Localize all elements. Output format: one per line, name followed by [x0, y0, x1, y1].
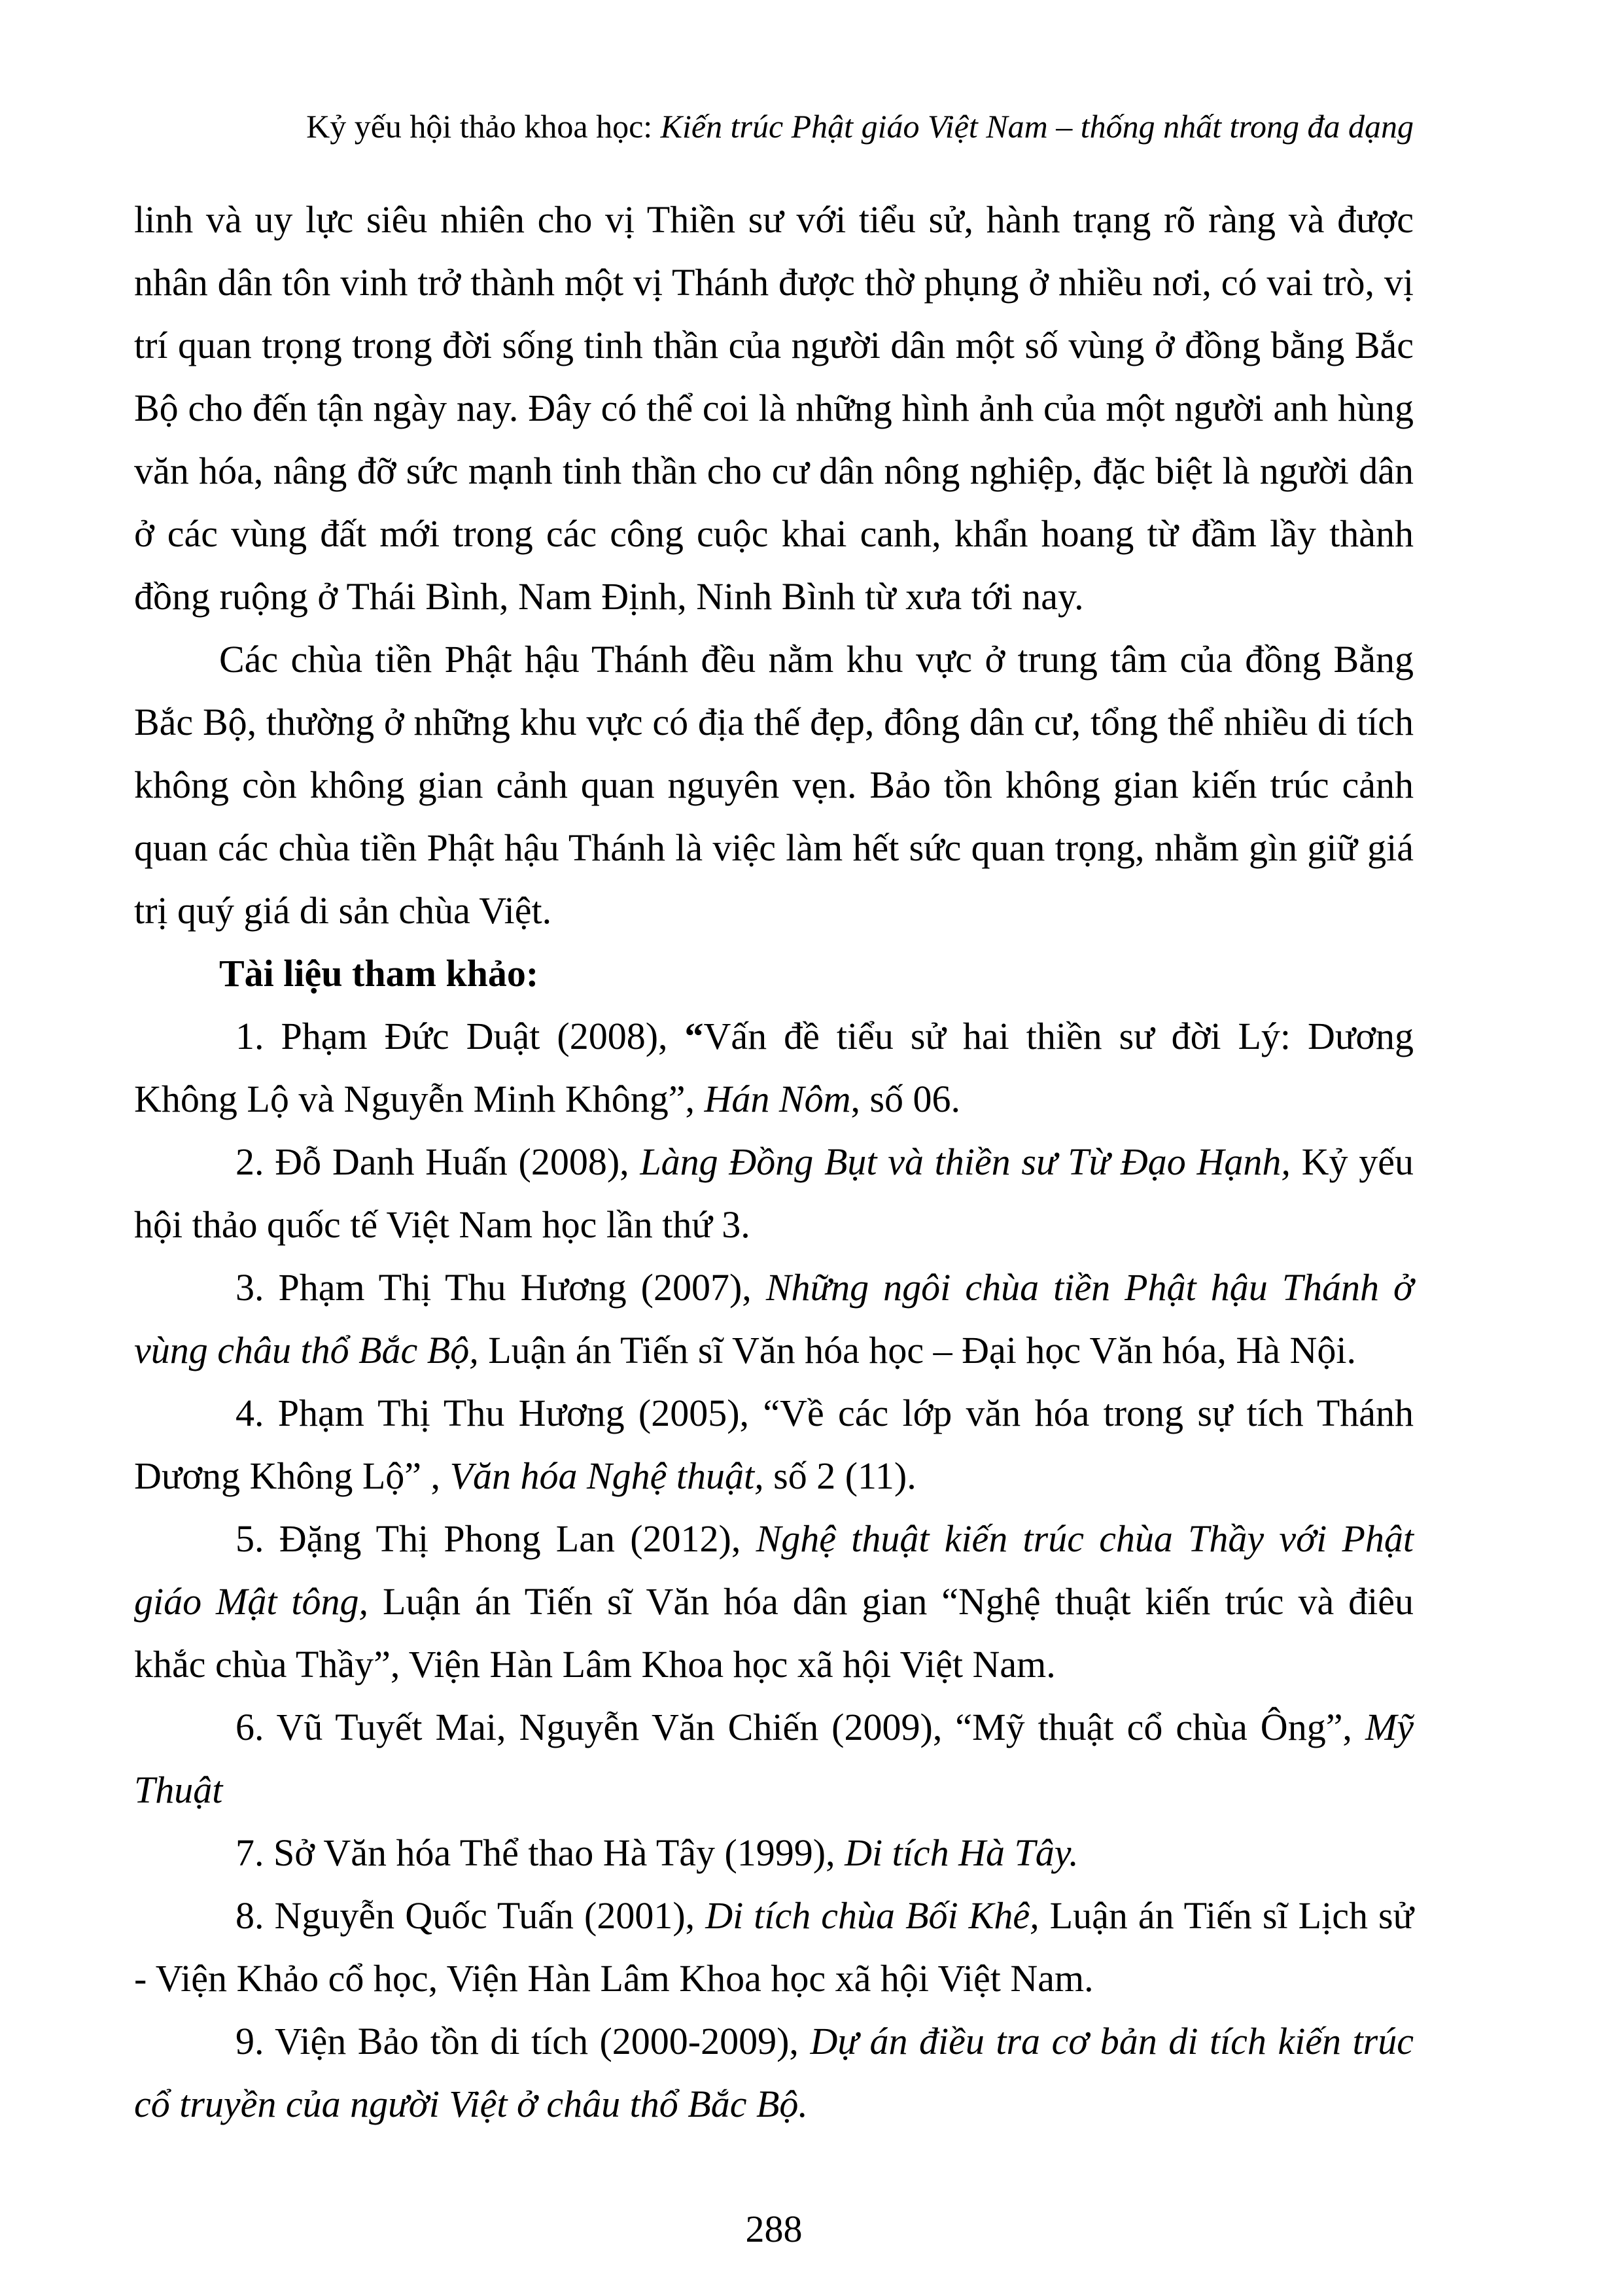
text-block [134, 0, 1414, 2261]
body-paragraph-2: Các chùa tiền Phật hậu Thánh đều nằm khu vực ở trung tâm của đồng Bằng Bắc Bộ, thường ở những khu vực có địa thế đẹp, đông dân cư, tổng thể nhiều di tích không còn không gian cảnh quan nguyên vẹn. Bảo tồn không gian kiến trúc cảnh quan các chùa tiền Phật hậu Thánh là việc làm hết sức quan trọng, nhằm gìn giữ giá trị quý giá di sản chùa Việt. [134, 638, 1414, 932]
page-content [134, 188, 1414, 2136]
reference-title-italic: Di tích chùa Bối Khê, [705, 1894, 1039, 1937]
body-paragraph-1: linh và uy lực siêu nhiên cho vị Thiền sư với tiểu sử, hành trạng rõ ràng và được nhân dân tôn vinh trở thành một vị Thánh được thờ phụng ở nhiều nơi, có vai trò, vị trí quan trọng trong đời sống tinh thần của người dân một số vùng ở đồng bằng Bắc Bộ cho đến tận ngày nay. Đây có thể coi là những hình ảnh của một người anh hùng văn hóa, nâng đỡ sức mạnh tinh thần cho cư dân nông nghiệp, đặc biệt là người dân ở các vùng đất mới trong các công cuộc khai canh, khẩn hoang từ đầm lầy thành đồng ruộng ở Thái Bình, Nam Định, Ninh Bình từ xưa tới nay. [134, 198, 1414, 618]
reference-item: 5. Đặng Thị Phong Lan (2012), Nghệ thuật kiến trúc chùa Thầy với Phật giáo Mật tông, Luận án Tiến sĩ Văn hóa dân gian “Nghệ thuật kiến trúc và điêu khắc chùa Thầy”, Viện Hàn Lâm Khoa học xã hội Việt Nam. [134, 1517, 1414, 1686]
reference-title-italic: Những ngôi chùa tiền Phật hậu Thánh ở vùng châu thổ Bắc Bộ, [134, 1266, 1414, 1371]
running-header-plain: Kỷ yếu hội thảo khoa học: [306, 108, 661, 145]
reference-title-italic: Di tích Hà Tây. [845, 1831, 1079, 1874]
reference-item: 8. Nguyễn Quốc Tuấn (2001), Di tích chùa Bối Khê, Luận án Tiến sĩ Lịch sử - Viện Khảo cổ học, Viện Hàn Lâm Khoa học xã hội Việt Nam. [134, 1894, 1414, 2000]
reference-item: 3. Phạm Thị Thu Hương (2007), Những ngôi chùa tiền Phật hậu Thánh ở vùng châu thổ Bắc Bộ, Luận án Tiến sĩ Văn hóa học – Đại học Văn hóa, Hà Nội. [134, 1266, 1414, 1371]
reference-title-italic: Nghệ thuật kiến trúc chùa Thầy với Phật giáo Mật tông, [134, 1517, 1414, 1623]
reference-title-italic: Dự án điều tra cơ bản di tích kiến trúc cổ truyền của người Việt ở châu thổ Bắc Bộ. [134, 2020, 1414, 2125]
reference-title-italic: Mỹ Thuật [134, 1706, 1414, 1811]
reference-title-italic: Làng Đồng Bụt và thiền sư Từ Đạo Hạnh, [640, 1140, 1291, 1183]
reference-item: 6. Vũ Tuyết Mai, Nguyễn Văn Chiến (2009), “Mỹ thuật cổ chùa Ông”, Mỹ Thuật [134, 1706, 1414, 1811]
reference-bold-text: “ [684, 1015, 704, 1057]
reference-item: 9. Viện Bảo tồn di tích (2000-2009), Dự án điều tra cơ bản di tích kiến trúc cổ truyền của người Việt ở châu thổ Bắc Bộ. [134, 2020, 1414, 2125]
reference-title-italic: Hán Nôm [704, 1078, 851, 1120]
references-list [134, 1005, 1414, 2136]
references-heading: Tài liệu tham khảo: [219, 952, 539, 995]
reference-item: 1. Phạm Đức Duật (2008), “Vấn đề tiểu sử hai thiền sư đời Lý: Dương Không Lộ và Nguyễn Minh Không”, Hán Nôm, số 06. [134, 1015, 1414, 1120]
page-number: 288 [745, 2208, 803, 2250]
running-header [134, 105, 1414, 148]
reference-item: 7. Sở Văn hóa Thể thao Hà Tây (1999), Di tích Hà Tây. [236, 1831, 1079, 1874]
running-header-italic-title: Kiến trúc Phật giáo Việt Nam – thống nhất trong đa dạng [660, 108, 1414, 145]
reference-item: 2. Đỗ Danh Huấn (2008), Làng Đồng Bụt và thiền sư Từ Đạo Hạnh, Kỷ yếu hội thảo quốc tế Việt Nam học lần thứ 3. [134, 1140, 1414, 1246]
reference-item: 4. Phạm Thị Thu Hương (2005), “Về các lớp văn hóa trong sự tích Thánh Dương Không Lộ” , Văn hóa Nghệ thuật, số 2 (11). [134, 1392, 1414, 1497]
reference-title-italic: Văn hóa Nghệ thuật, [449, 1455, 764, 1497]
